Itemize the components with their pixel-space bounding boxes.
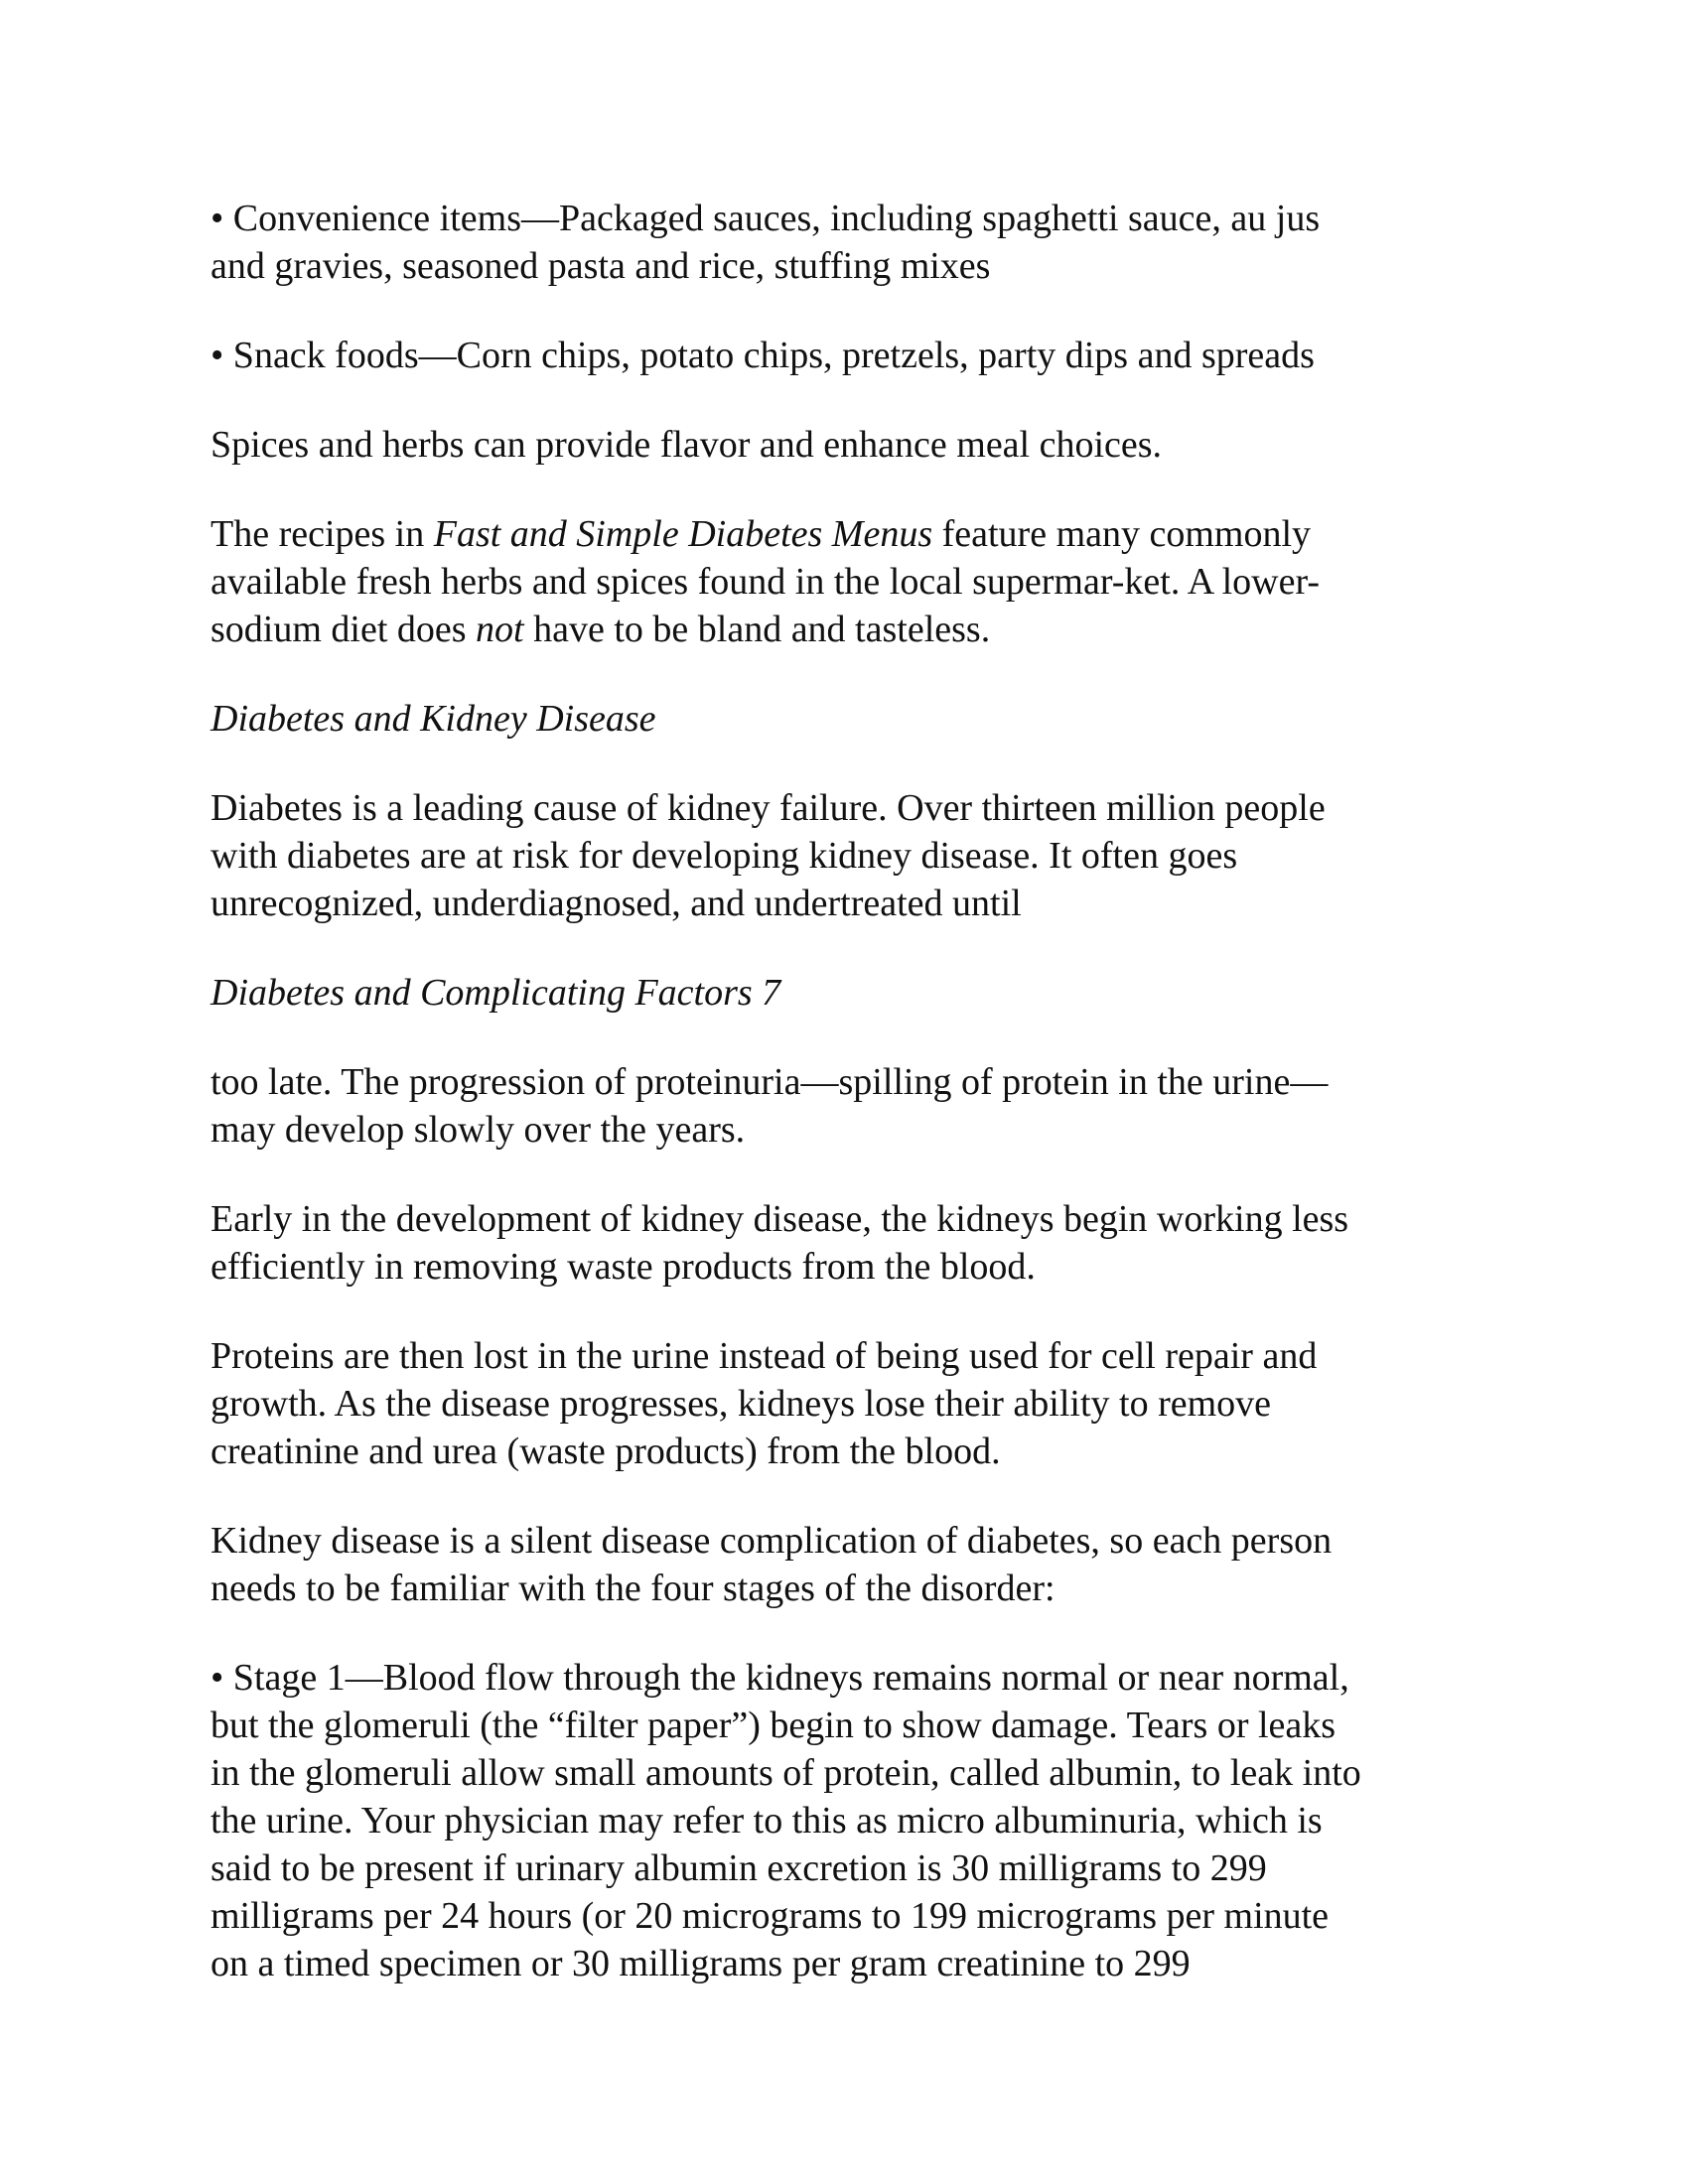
paragraph-spices-herbs	[211, 421, 1501, 469]
text-line: Spices and herbs can provide flavor and enhance meal choices.	[211, 424, 1163, 466]
text-line: too late. The progression of proteinuria—spilling of protein in the urine—	[211, 1061, 1329, 1103]
text-line: Early in the development of kidney disease, the kidneys begin working less	[211, 1198, 1349, 1240]
text-line: in the glomeruli allow small amounts of protein, called albumin, to leak into	[211, 1752, 1361, 1794]
text-line: and gravies, seasoned pasta and rice, stuffing mixes	[211, 245, 991, 287]
text-line	[211, 510, 1501, 558]
document-page	[211, 195, 1501, 2029]
text-line: needs to be familiar with the four stages of the disorder:	[211, 1568, 1055, 1609]
text-line: Kidney disease is a silent disease complication of diabetes, so each person	[211, 1520, 1333, 1562]
text-line: milligrams per 24 hours (or 20 micrograms to 199 micrograms per minute	[211, 1895, 1330, 1937]
text-line: • Snack foods—Corn chips, potato chips, pretzels, party dips and spreads	[211, 335, 1315, 376]
text-line: growth. As the disease progresses, kidneys lose their ability to remove	[211, 1383, 1272, 1425]
emphasis-not: not	[476, 609, 524, 650]
bullet-snack-foods	[211, 332, 1501, 379]
section-heading-kidney-disease	[211, 695, 1501, 743]
bullet-convenience-items	[211, 195, 1501, 290]
text-line: Proteins are then lost in the urine instead of being used for cell repair and	[211, 1335, 1318, 1377]
text-line: creatinine and urea (waste products) from the blood.	[211, 1431, 1001, 1472]
paragraph-proteins-lost	[211, 1332, 1501, 1475]
text-line: may develop slowly over the years.	[211, 1109, 746, 1151]
text-line: Diabetes is a leading cause of kidney failure. Over thirteen million people	[211, 787, 1326, 829]
text-line: but the glomeruli (the “filter paper”) begin to show damage. Tears or leaks	[211, 1705, 1336, 1746]
text-segment: feature many commonly	[932, 513, 1312, 555]
paragraph-recipes	[211, 510, 1501, 653]
text-line	[211, 606, 1501, 653]
paragraph-silent-disease	[211, 1517, 1501, 1612]
text-line: said to be present if urinary albumin excretion is 30 milligrams to 299	[211, 1847, 1267, 1889]
text-segment: sodium diet does	[211, 609, 477, 650]
text-line: available fresh herbs and spices found in the local supermar-ket. A lower-	[211, 561, 1320, 603]
heading-text: Diabetes and Complicating Factors 7	[211, 972, 781, 1014]
heading-text: Diabetes and Kidney Disease	[211, 698, 656, 740]
text-line: on a timed specimen or 30 milligrams per gram creatinine to 299	[211, 1943, 1191, 1984]
paragraph-proteinuria	[211, 1058, 1501, 1154]
text-line: • Convenience items—Packaged sauces, including spaghetti sauce, au jus	[211, 198, 1321, 239]
book-title: Fast and Simple Diabetes Menus	[433, 513, 933, 555]
text-line: efficiently in removing waste products from the blood.	[211, 1246, 1036, 1288]
text-segment: The recipes in	[211, 513, 434, 555]
bullet-stage-1	[211, 1654, 1501, 1987]
running-header-page-7	[211, 969, 1501, 1017]
text-line: • Stage 1—Blood flow through the kidneys remains normal or near normal,	[211, 1657, 1349, 1699]
text-segment: have to be bland and tasteless.	[523, 609, 991, 650]
paragraph-kidney-failure	[211, 784, 1501, 927]
paragraph-early-development	[211, 1195, 1501, 1291]
text-line: the urine. Your physician may refer to this as micro albuminuria, which is	[211, 1800, 1323, 1842]
text-line: with diabetes are at risk for developing kidney disease. It often goes	[211, 835, 1238, 877]
text-line: unrecognized, underdiagnosed, and undertreated until	[211, 883, 1022, 924]
